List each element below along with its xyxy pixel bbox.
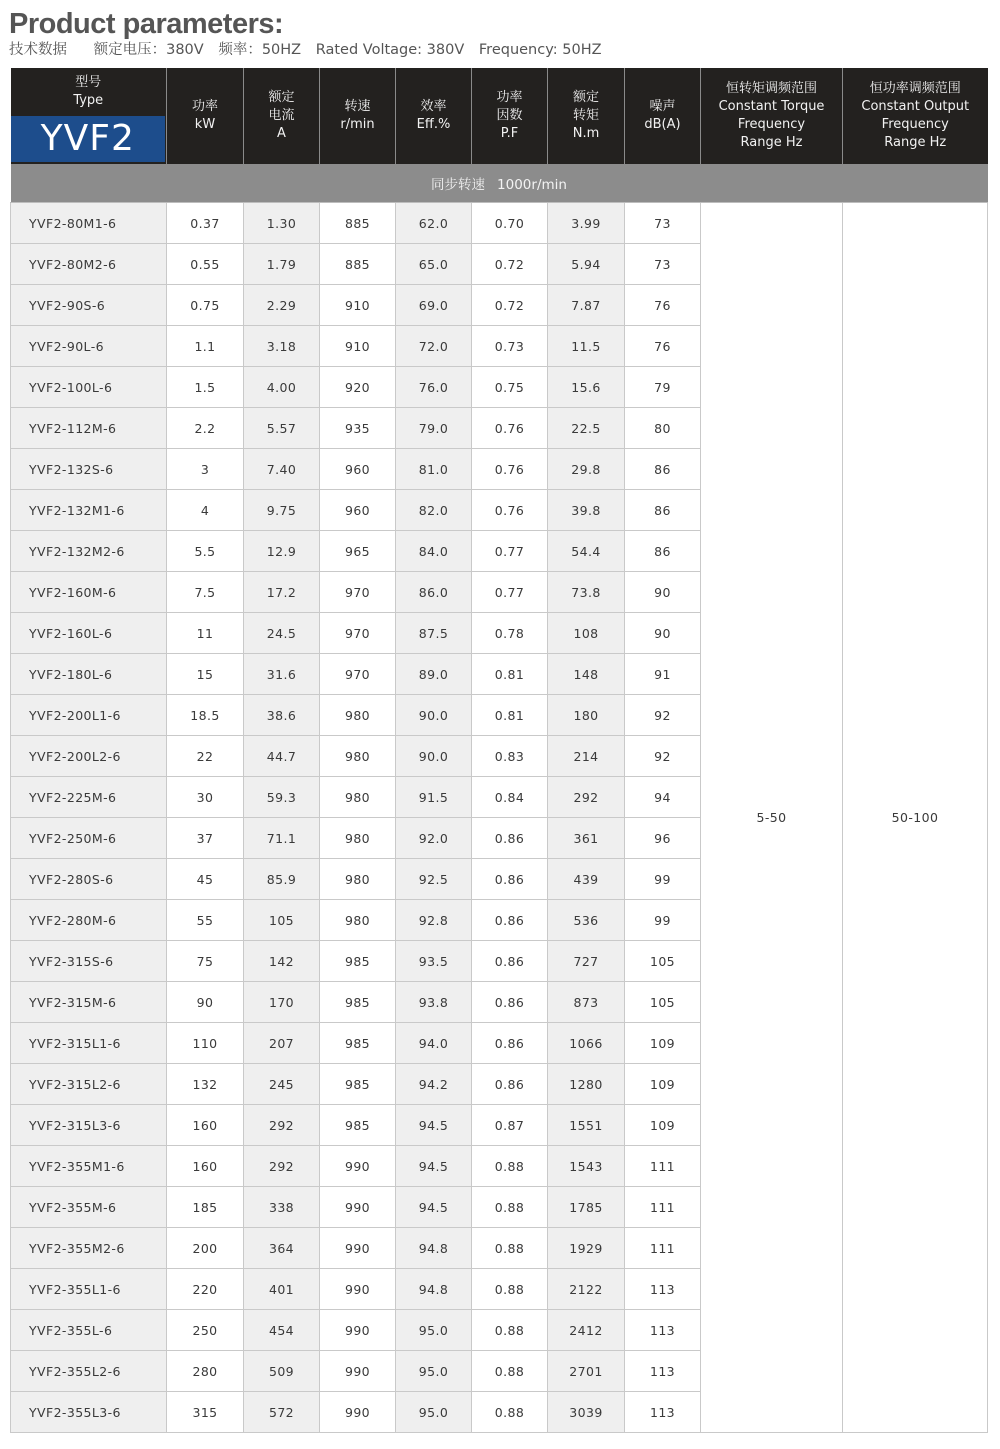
noise-cell: 111: [625, 1187, 701, 1228]
speed-cell: 990: [320, 1351, 396, 1392]
model-cell: YVF2-355M-6: [11, 1187, 167, 1228]
power-cell: 160: [167, 1105, 244, 1146]
current-cell: 401: [244, 1269, 320, 1310]
power-factor-cell: 0.76: [472, 490, 548, 531]
noise-cell: 113: [625, 1392, 701, 1433]
header-torque: 额定 转矩 N.m: [548, 68, 625, 164]
speed-cell: 985: [320, 1023, 396, 1064]
efficiency-cell: 84.0: [396, 531, 472, 572]
model-cell: YVF2-355L1-6: [11, 1269, 167, 1310]
current-cell: 2.29: [244, 285, 320, 326]
current-cell: 509: [244, 1351, 320, 1392]
header-row: [11, 68, 988, 164]
model-cell: YVF2-200L1-6: [11, 695, 167, 736]
torque-cell: 2122: [548, 1269, 625, 1310]
efficiency-cell: 62.0: [396, 203, 472, 244]
power-cell: 0.37: [167, 203, 244, 244]
speed-cell: 980: [320, 736, 396, 777]
current-cell: 338: [244, 1187, 320, 1228]
noise-cell: 86: [625, 531, 701, 572]
header-efficiency: 效率 Eff.%: [396, 68, 472, 164]
power-cell: 280: [167, 1351, 244, 1392]
power-cell: 90: [167, 982, 244, 1023]
header-current: 额定 电流 A: [244, 68, 320, 164]
model-cell: YVF2-80M1-6: [11, 203, 167, 244]
power-cell: 5.5: [167, 531, 244, 572]
torque-cell: 1551: [548, 1105, 625, 1146]
header-type-cn: 型号: [75, 75, 102, 90]
noise-cell: 76: [625, 285, 701, 326]
efficiency-cell: 87.5: [396, 613, 472, 654]
header-constant-torque-range: 恒转矩调频范围 Constant Torque Frequency Range Hz: [701, 68, 843, 164]
torque-cell: 214: [548, 736, 625, 777]
torque-cell: 7.87: [548, 285, 625, 326]
model-cell: YVF2-90S-6: [11, 285, 167, 326]
efficiency-cell: 82.0: [396, 490, 472, 531]
current-cell: 17.2: [244, 572, 320, 613]
speed-cell: 885: [320, 203, 396, 244]
noise-cell: 109: [625, 1105, 701, 1146]
model-cell: YVF2-80M2-6: [11, 244, 167, 285]
power-cell: 110: [167, 1023, 244, 1064]
header-type-en: Type: [73, 93, 104, 108]
power-cell: 15: [167, 654, 244, 695]
efficiency-cell: 86.0: [396, 572, 472, 613]
torque-cell: 11.5: [548, 326, 625, 367]
noise-cell: 109: [625, 1064, 701, 1105]
speed-cell: 980: [320, 695, 396, 736]
torque-cell: 727: [548, 941, 625, 982]
current-cell: 105: [244, 900, 320, 941]
sync-speed-value: 1000r/min: [497, 177, 567, 193]
current-cell: 170: [244, 982, 320, 1023]
speed-cell: 990: [320, 1187, 396, 1228]
model-cell: YVF2-315L3-6: [11, 1105, 167, 1146]
power-factor-cell: 0.75: [472, 367, 548, 408]
sync-speed-label: 同步转速: [431, 177, 486, 193]
power-factor-cell: 0.81: [472, 695, 548, 736]
efficiency-cell: 76.0: [396, 367, 472, 408]
power-cell: 37: [167, 818, 244, 859]
noise-cell: 105: [625, 941, 701, 982]
torque-cell: 1543: [548, 1146, 625, 1187]
torque-cell: 29.8: [548, 449, 625, 490]
speed-cell: 985: [320, 1064, 396, 1105]
power-factor-cell: 0.88: [472, 1351, 548, 1392]
torque-cell: 1066: [548, 1023, 625, 1064]
header-power: 功率 kW: [167, 68, 244, 164]
efficiency-cell: 92.5: [396, 859, 472, 900]
parameters-table: [10, 68, 988, 1433]
power-factor-cell: 0.76: [472, 408, 548, 449]
current-cell: 85.9: [244, 859, 320, 900]
header-type: [11, 68, 167, 164]
speed-cell: 910: [320, 326, 396, 367]
speed-cell: 985: [320, 1105, 396, 1146]
header-noise: 噪声 dB(A): [625, 68, 701, 164]
current-cell: 38.6: [244, 695, 320, 736]
current-cell: 3.18: [244, 326, 320, 367]
efficiency-cell: 95.0: [396, 1310, 472, 1351]
subtitle-en-frequency: Frequency: 50HZ: [478, 42, 602, 58]
torque-cell: 292: [548, 777, 625, 818]
power-factor-cell: 0.88: [472, 1269, 548, 1310]
current-cell: 454: [244, 1310, 320, 1351]
power-factor-cell: 0.78: [472, 613, 548, 654]
power-factor-cell: 0.88: [472, 1146, 548, 1187]
power-cell: 55: [167, 900, 244, 941]
speed-cell: 990: [320, 1392, 396, 1433]
efficiency-cell: 90.0: [396, 695, 472, 736]
model-cell: YVF2-280M-6: [11, 900, 167, 941]
current-cell: 572: [244, 1392, 320, 1433]
current-cell: 71.1: [244, 818, 320, 859]
torque-cell: 180: [548, 695, 625, 736]
power-factor-cell: 0.86: [472, 1023, 548, 1064]
speed-cell: 980: [320, 818, 396, 859]
torque-cell: 2412: [548, 1310, 625, 1351]
noise-cell: 91: [625, 654, 701, 695]
torque-cell: 1785: [548, 1187, 625, 1228]
torque-cell: 536: [548, 900, 625, 941]
model-cell: YVF2-180L-6: [11, 654, 167, 695]
power-factor-cell: 0.72: [472, 285, 548, 326]
current-cell: 12.9: [244, 531, 320, 572]
torque-cell: 54.4: [548, 531, 625, 572]
current-cell: 5.57: [244, 408, 320, 449]
model-cell: YVF2-355M1-6: [11, 1146, 167, 1187]
noise-cell: 73: [625, 244, 701, 285]
power-cell: 4: [167, 490, 244, 531]
model-cell: YVF2-132S-6: [11, 449, 167, 490]
efficiency-cell: 93.5: [396, 941, 472, 982]
power-cell: 250: [167, 1310, 244, 1351]
power-cell: 0.75: [167, 285, 244, 326]
speed-cell: 985: [320, 941, 396, 982]
power-factor-cell: 0.86: [472, 941, 548, 982]
speed-cell: 980: [320, 777, 396, 818]
power-cell: 132: [167, 1064, 244, 1105]
power-cell: 22: [167, 736, 244, 777]
speed-cell: 980: [320, 900, 396, 941]
noise-cell: 90: [625, 613, 701, 654]
current-cell: 31.6: [244, 654, 320, 695]
speed-cell: 980: [320, 859, 396, 900]
power-factor-cell: 0.88: [472, 1228, 548, 1269]
speed-cell: 965: [320, 531, 396, 572]
efficiency-cell: 95.0: [396, 1392, 472, 1433]
efficiency-cell: 94.2: [396, 1064, 472, 1105]
efficiency-cell: 94.5: [396, 1187, 472, 1228]
efficiency-cell: 92.8: [396, 900, 472, 941]
torque-cell: 3.99: [548, 203, 625, 244]
efficiency-cell: 92.0: [396, 818, 472, 859]
model-cell: YVF2-225M-6: [11, 777, 167, 818]
power-factor-cell: 0.86: [472, 900, 548, 941]
current-cell: 1.30: [244, 203, 320, 244]
power-factor-cell: 0.81: [472, 654, 548, 695]
subtitle-cn-frequency: 频率：50HZ: [218, 42, 302, 58]
current-cell: 9.75: [244, 490, 320, 531]
model-cell: YVF2-160M-6: [11, 572, 167, 613]
model-cell: YVF2-355L-6: [11, 1310, 167, 1351]
efficiency-cell: 91.5: [396, 777, 472, 818]
power-cell: 220: [167, 1269, 244, 1310]
power-factor-cell: 0.88: [472, 1392, 548, 1433]
model-cell: YVF2-315L2-6: [11, 1064, 167, 1105]
power-factor-cell: 0.86: [472, 818, 548, 859]
sync-speed-cell: [11, 164, 988, 203]
current-cell: 24.5: [244, 613, 320, 654]
current-cell: 142: [244, 941, 320, 982]
current-cell: 1.79: [244, 244, 320, 285]
current-cell: 4.00: [244, 367, 320, 408]
power-factor-cell: 0.76: [472, 449, 548, 490]
power-cell: 45: [167, 859, 244, 900]
efficiency-cell: 79.0: [396, 408, 472, 449]
current-cell: 44.7: [244, 736, 320, 777]
torque-cell: 1929: [548, 1228, 625, 1269]
speed-cell: 990: [320, 1146, 396, 1187]
noise-cell: 79: [625, 367, 701, 408]
power-factor-cell: 0.84: [472, 777, 548, 818]
torque-cell: 1280: [548, 1064, 625, 1105]
efficiency-cell: 69.0: [396, 285, 472, 326]
noise-cell: 94: [625, 777, 701, 818]
sync-speed-row: [11, 164, 988, 203]
noise-cell: 111: [625, 1146, 701, 1187]
efficiency-cell: 90.0: [396, 736, 472, 777]
constant-output-range-value: 50-100: [843, 203, 988, 1433]
speed-cell: 885: [320, 244, 396, 285]
power-cell: 7.5: [167, 572, 244, 613]
torque-cell: 439: [548, 859, 625, 900]
current-cell: 292: [244, 1146, 320, 1187]
power-cell: 3: [167, 449, 244, 490]
noise-cell: 86: [625, 449, 701, 490]
noise-cell: 99: [625, 859, 701, 900]
efficiency-cell: 72.0: [396, 326, 472, 367]
power-factor-cell: 0.86: [472, 1064, 548, 1105]
speed-cell: 990: [320, 1228, 396, 1269]
noise-cell: 76: [625, 326, 701, 367]
power-cell: 18.5: [167, 695, 244, 736]
power-cell: 1.5: [167, 367, 244, 408]
torque-cell: 2701: [548, 1351, 625, 1392]
torque-cell: 15.6: [548, 367, 625, 408]
power-factor-cell: 0.77: [472, 572, 548, 613]
current-cell: 292: [244, 1105, 320, 1146]
noise-cell: 105: [625, 982, 701, 1023]
speed-cell: 985: [320, 982, 396, 1023]
subtitle-cn-voltage: 额定电压：380V: [93, 42, 204, 58]
speed-cell: 935: [320, 408, 396, 449]
efficiency-cell: 94.5: [396, 1105, 472, 1146]
power-factor-cell: 0.86: [472, 982, 548, 1023]
power-factor-cell: 0.88: [472, 1187, 548, 1228]
power-factor-cell: 0.87: [472, 1105, 548, 1146]
noise-cell: 99: [625, 900, 701, 941]
model-cell: YVF2-250M-6: [11, 818, 167, 859]
torque-cell: 361: [548, 818, 625, 859]
efficiency-cell: 94.0: [396, 1023, 472, 1064]
noise-cell: 113: [625, 1269, 701, 1310]
current-cell: 207: [244, 1023, 320, 1064]
series-badge: YVF2: [11, 116, 166, 162]
model-cell: YVF2-315L1-6: [11, 1023, 167, 1064]
torque-cell: 5.94: [548, 244, 625, 285]
efficiency-cell: 94.8: [396, 1269, 472, 1310]
efficiency-cell: 89.0: [396, 654, 472, 695]
current-cell: 59.3: [244, 777, 320, 818]
model-cell: YVF2-160L-6: [11, 613, 167, 654]
model-cell: YVF2-315M-6: [11, 982, 167, 1023]
torque-cell: 108: [548, 613, 625, 654]
efficiency-cell: 94.5: [396, 1146, 472, 1187]
torque-cell: 22.5: [548, 408, 625, 449]
page-title: Product parameters:: [9, 8, 284, 40]
model-cell: YVF2-355L2-6: [11, 1351, 167, 1392]
current-cell: 7.40: [244, 449, 320, 490]
power-factor-cell: 0.72: [472, 244, 548, 285]
noise-cell: 92: [625, 736, 701, 777]
power-cell: 185: [167, 1187, 244, 1228]
noise-cell: 92: [625, 695, 701, 736]
power-cell: 1.1: [167, 326, 244, 367]
speed-cell: 970: [320, 572, 396, 613]
power-cell: 2.2: [167, 408, 244, 449]
noise-cell: 90: [625, 572, 701, 613]
power-cell: 160: [167, 1146, 244, 1187]
power-factor-cell: 0.83: [472, 736, 548, 777]
speed-cell: 970: [320, 613, 396, 654]
header-constant-output-range: 恒功率调频范围 Constant Output Frequency Range Hz: [843, 68, 988, 164]
noise-cell: 80: [625, 408, 701, 449]
noise-cell: 73: [625, 203, 701, 244]
noise-cell: 96: [625, 818, 701, 859]
model-cell: YVF2-112M-6: [11, 408, 167, 449]
torque-cell: 148: [548, 654, 625, 695]
model-cell: YVF2-90L-6: [11, 326, 167, 367]
speed-cell: 910: [320, 285, 396, 326]
speed-cell: 960: [320, 449, 396, 490]
model-cell: YVF2-100L-6: [11, 367, 167, 408]
efficiency-cell: 94.8: [396, 1228, 472, 1269]
power-factor-cell: 0.88: [472, 1310, 548, 1351]
model-cell: YVF2-280S-6: [11, 859, 167, 900]
torque-cell: 39.8: [548, 490, 625, 531]
torque-cell: 873: [548, 982, 625, 1023]
power-cell: 0.55: [167, 244, 244, 285]
noise-cell: 109: [625, 1023, 701, 1064]
power-factor-cell: 0.77: [472, 531, 548, 572]
power-cell: 75: [167, 941, 244, 982]
model-cell: YVF2-315S-6: [11, 941, 167, 982]
torque-cell: 73.8: [548, 572, 625, 613]
speed-cell: 920: [320, 367, 396, 408]
efficiency-cell: 65.0: [396, 244, 472, 285]
speed-cell: 960: [320, 490, 396, 531]
current-cell: 245: [244, 1064, 320, 1105]
constant-torque-range-value: 5-50: [701, 203, 843, 1433]
power-factor-cell: 0.73: [472, 326, 548, 367]
speed-cell: 990: [320, 1269, 396, 1310]
model-cell: YVF2-355L3-6: [11, 1392, 167, 1433]
model-cell: YVF2-132M1-6: [11, 490, 167, 531]
power-cell: 200: [167, 1228, 244, 1269]
noise-cell: 113: [625, 1310, 701, 1351]
model-cell: YVF2-200L2-6: [11, 736, 167, 777]
power-factor-cell: 0.70: [472, 203, 548, 244]
speed-cell: 990: [320, 1310, 396, 1351]
power-cell: 30: [167, 777, 244, 818]
noise-cell: 111: [625, 1228, 701, 1269]
subtitle: [9, 40, 612, 60]
noise-cell: 86: [625, 490, 701, 531]
current-cell: 364: [244, 1228, 320, 1269]
subtitle-cn-label: 技术数据: [9, 42, 67, 58]
power-factor-cell: 0.86: [472, 859, 548, 900]
power-cell: 315: [167, 1392, 244, 1433]
efficiency-cell: 95.0: [396, 1351, 472, 1392]
torque-cell: 3039: [548, 1392, 625, 1433]
model-cell: YVF2-355M2-6: [11, 1228, 167, 1269]
table-row: [11, 203, 988, 244]
subtitle-en-voltage: Rated Voltage: 380V: [315, 42, 465, 58]
header-speed: 转速 r/min: [320, 68, 396, 164]
noise-cell: 113: [625, 1351, 701, 1392]
model-cell: YVF2-132M2-6: [11, 531, 167, 572]
speed-cell: 970: [320, 654, 396, 695]
power-cell: 11: [167, 613, 244, 654]
efficiency-cell: 81.0: [396, 449, 472, 490]
efficiency-cell: 93.8: [396, 982, 472, 1023]
header-power-factor: 功率 因数 P.F: [472, 68, 548, 164]
